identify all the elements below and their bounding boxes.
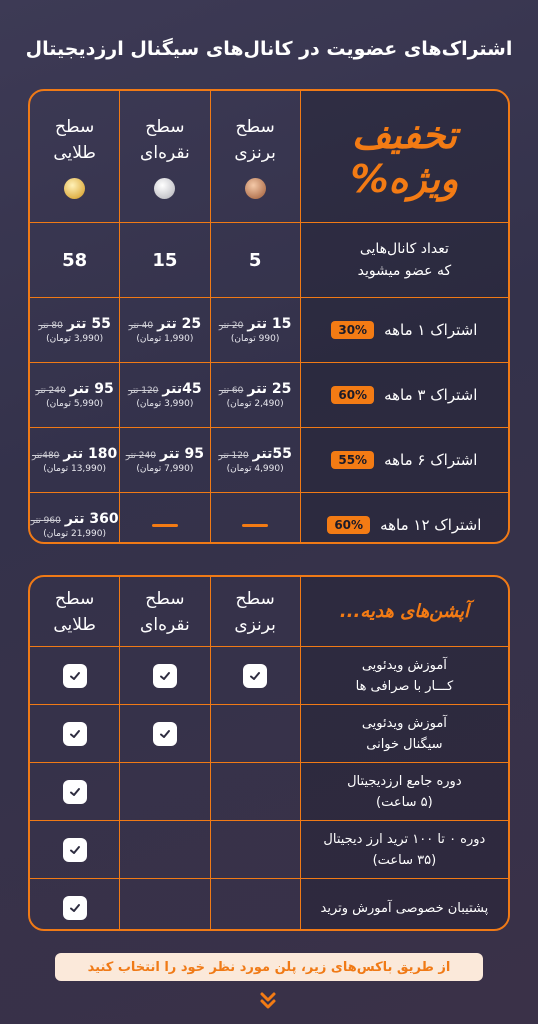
level-name: طلایی bbox=[53, 143, 96, 163]
gift-line: (۳۵ ساعت) bbox=[372, 852, 437, 868]
gift-label bbox=[300, 879, 508, 931]
plan-label bbox=[300, 428, 508, 492]
gift-silver bbox=[119, 879, 209, 931]
count-bronze bbox=[210, 223, 300, 297]
discount-badge: 60% bbox=[331, 386, 374, 404]
unavailable-dash bbox=[152, 524, 178, 527]
header-gold bbox=[30, 91, 119, 222]
gift-row bbox=[30, 879, 508, 931]
old-price: 480تتر bbox=[32, 451, 60, 461]
toman-price: (7,990 تومان) bbox=[136, 464, 194, 474]
level-label: سطح bbox=[235, 117, 275, 137]
plan-label bbox=[300, 493, 508, 544]
level-name: برنزی bbox=[234, 143, 276, 163]
price: 95 تتر bbox=[159, 446, 205, 462]
check-icon bbox=[63, 722, 87, 746]
gift-line: دوره ۰ تا ۱۰۰ ترید ارز دیجیتال bbox=[323, 831, 486, 847]
price: 15 تتر bbox=[247, 316, 292, 332]
level-label: سطح bbox=[145, 117, 185, 137]
count-value: 58 bbox=[62, 249, 88, 271]
header-silver bbox=[119, 91, 209, 222]
gifts-header-gold bbox=[30, 577, 119, 646]
gift-gold bbox=[30, 647, 119, 704]
check-icon bbox=[63, 780, 87, 804]
old-price: 80 تتر bbox=[38, 321, 63, 331]
gift-line: آموزش ویدئویی bbox=[361, 657, 447, 673]
gift-line: (۵ ساعت) bbox=[376, 794, 433, 810]
gift-line: آموزش ویدئویی bbox=[361, 715, 447, 731]
level-name: نقره‌ای bbox=[140, 143, 190, 163]
plan-label bbox=[300, 363, 508, 427]
check-icon bbox=[63, 664, 87, 688]
price: 180 تتر bbox=[63, 446, 118, 462]
price-bronze-na bbox=[210, 493, 300, 544]
price: 45تتر bbox=[162, 381, 202, 397]
price-gold[interactable] bbox=[30, 298, 119, 362]
toman-price: (990 تومان) bbox=[230, 334, 280, 344]
toman-price: (3,990 تومان) bbox=[136, 399, 194, 409]
check-icon bbox=[153, 722, 177, 746]
old-price: 20 تتر bbox=[218, 321, 244, 331]
price-bronze[interactable] bbox=[210, 298, 300, 362]
double-chevron-down-icon[interactable] bbox=[257, 990, 279, 1012]
price-bronze[interactable] bbox=[210, 363, 300, 427]
check-icon bbox=[153, 664, 177, 688]
price: 25 تتر bbox=[157, 316, 202, 332]
silver-coin-icon bbox=[154, 178, 175, 199]
cta-banner: از طریق باکس‌های زیر، پلن مورد نظر خود را انتخاب کنید bbox=[55, 953, 483, 981]
plan-name: اشتراک ۱ ماهه bbox=[384, 321, 478, 339]
old-price: 120 تتر bbox=[218, 451, 249, 461]
toman-price: (21,990 تومان) bbox=[43, 529, 106, 539]
count-value: 5 bbox=[248, 249, 262, 271]
gift-label bbox=[300, 821, 508, 878]
gift-label bbox=[300, 647, 508, 704]
discount-badge: 60% bbox=[327, 516, 370, 534]
gifts-table bbox=[28, 575, 510, 931]
gift-gold bbox=[30, 879, 119, 931]
bronze-coin-icon bbox=[245, 178, 266, 199]
gold-coin-icon bbox=[64, 178, 85, 199]
toman-price: (5,990 تومان) bbox=[46, 399, 104, 409]
old-price: 120 تتر bbox=[128, 386, 159, 396]
old-price: 40 تتر bbox=[128, 321, 154, 331]
gift-line: دوره جامع ارزدیجیتال bbox=[347, 773, 462, 789]
gift-row bbox=[30, 705, 508, 763]
old-price: 960 تتر bbox=[30, 516, 61, 526]
price-silver[interactable] bbox=[119, 298, 209, 362]
check-icon bbox=[63, 838, 87, 862]
gift-gold bbox=[30, 821, 119, 878]
check-icon bbox=[63, 896, 87, 920]
check-icon bbox=[243, 664, 267, 688]
level-name: طلایی bbox=[53, 614, 96, 635]
gift-gold bbox=[30, 763, 119, 820]
gift-row bbox=[30, 763, 508, 821]
price-silver-na bbox=[119, 493, 209, 544]
old-price: 60 تتر bbox=[218, 386, 244, 396]
old-price: 240 تتر bbox=[35, 386, 66, 396]
promo-line2: ویژه% bbox=[350, 156, 459, 201]
gift-row bbox=[30, 821, 508, 879]
gift-silver bbox=[119, 705, 209, 762]
plan-label bbox=[300, 298, 508, 362]
count-gold bbox=[30, 223, 119, 297]
gift-row bbox=[30, 647, 508, 705]
plan-row-12[interactable] bbox=[30, 493, 508, 544]
gifts-title: آپشن‌های هدیه... bbox=[339, 601, 469, 622]
price: 55تتر bbox=[252, 446, 292, 462]
toman-price: (13,990 تومان) bbox=[43, 464, 106, 474]
channel-count-label bbox=[300, 223, 508, 297]
count-value: 15 bbox=[152, 249, 178, 271]
level-label: سطح bbox=[145, 588, 185, 609]
gift-label bbox=[300, 763, 508, 820]
plan-name: اشتراک ۶ ماهه bbox=[384, 451, 478, 469]
page-title: اشتراک‌های عضویت در کانال‌های سیگنال ارزدیجیتال bbox=[25, 38, 513, 60]
gift-bronze bbox=[210, 647, 300, 704]
price-gold[interactable] bbox=[30, 428, 119, 492]
price: 360 تتر bbox=[64, 511, 119, 527]
gift-label bbox=[300, 705, 508, 762]
plan-name: اشتراک ۱۲ ماهه bbox=[380, 516, 482, 534]
old-price: 240 تتر bbox=[125, 451, 156, 461]
plan-row-3[interactable] bbox=[30, 363, 508, 428]
unavailable-dash bbox=[242, 524, 268, 527]
gift-line: سیگنال خوانی bbox=[366, 736, 443, 752]
count-silver bbox=[119, 223, 209, 297]
gift-bronze bbox=[210, 763, 300, 820]
toman-price: (2,490 تومان) bbox=[226, 399, 284, 409]
channel-count-row bbox=[30, 223, 508, 298]
row-label-line: که عضو میشوید bbox=[357, 263, 452, 279]
level-name: برنزی bbox=[234, 614, 276, 635]
price-gold[interactable] bbox=[30, 363, 119, 427]
price: 55 تتر bbox=[66, 316, 111, 332]
level-label: سطح bbox=[55, 117, 95, 137]
plan-name: اشتراک ۳ ماهه bbox=[384, 386, 478, 404]
gift-silver bbox=[119, 821, 209, 878]
gifts-header-row bbox=[30, 577, 508, 647]
plan-row-1[interactable] bbox=[30, 298, 508, 363]
gift-gold bbox=[30, 705, 119, 762]
toman-price: (1,990 تومان) bbox=[136, 334, 194, 344]
level-label: سطح bbox=[55, 588, 95, 609]
price: 25 تتر bbox=[247, 381, 292, 397]
discount-badge: 30% bbox=[331, 321, 374, 339]
discount-badge: 55% bbox=[331, 451, 374, 469]
header-bronze bbox=[210, 91, 300, 222]
pricing-header-row bbox=[30, 91, 508, 223]
price-silver[interactable] bbox=[119, 428, 209, 492]
gift-bronze bbox=[210, 705, 300, 762]
gift-silver bbox=[119, 763, 209, 820]
toman-price: (4,990 تومان) bbox=[226, 464, 284, 474]
gifts-header-bronze bbox=[210, 577, 300, 646]
row-label-line: تعداد کانال‌هایی bbox=[359, 241, 449, 257]
price-silver[interactable] bbox=[119, 363, 209, 427]
gifts-header-silver bbox=[119, 577, 209, 646]
price-gold[interactable] bbox=[30, 493, 119, 544]
price: 95 تتر bbox=[69, 381, 114, 397]
gift-line: کـــار با صرافی ها bbox=[355, 678, 454, 694]
level-label: سطح bbox=[235, 588, 275, 609]
gift-line: پشتیبان خصوصی آمورش وترید bbox=[320, 900, 489, 916]
gift-bronze bbox=[210, 821, 300, 878]
toman-price: (3,990 تومان) bbox=[46, 334, 104, 344]
price-bronze[interactable] bbox=[210, 428, 300, 492]
promo-cell bbox=[300, 91, 508, 222]
pricing-table bbox=[28, 89, 510, 544]
gift-silver bbox=[119, 647, 209, 704]
level-name: نقره‌ای bbox=[140, 614, 190, 635]
gifts-title-cell bbox=[300, 577, 508, 646]
plan-row-6[interactable] bbox=[30, 428, 508, 493]
gift-bronze bbox=[210, 879, 300, 931]
promo-line1: تخفیف bbox=[351, 112, 457, 157]
